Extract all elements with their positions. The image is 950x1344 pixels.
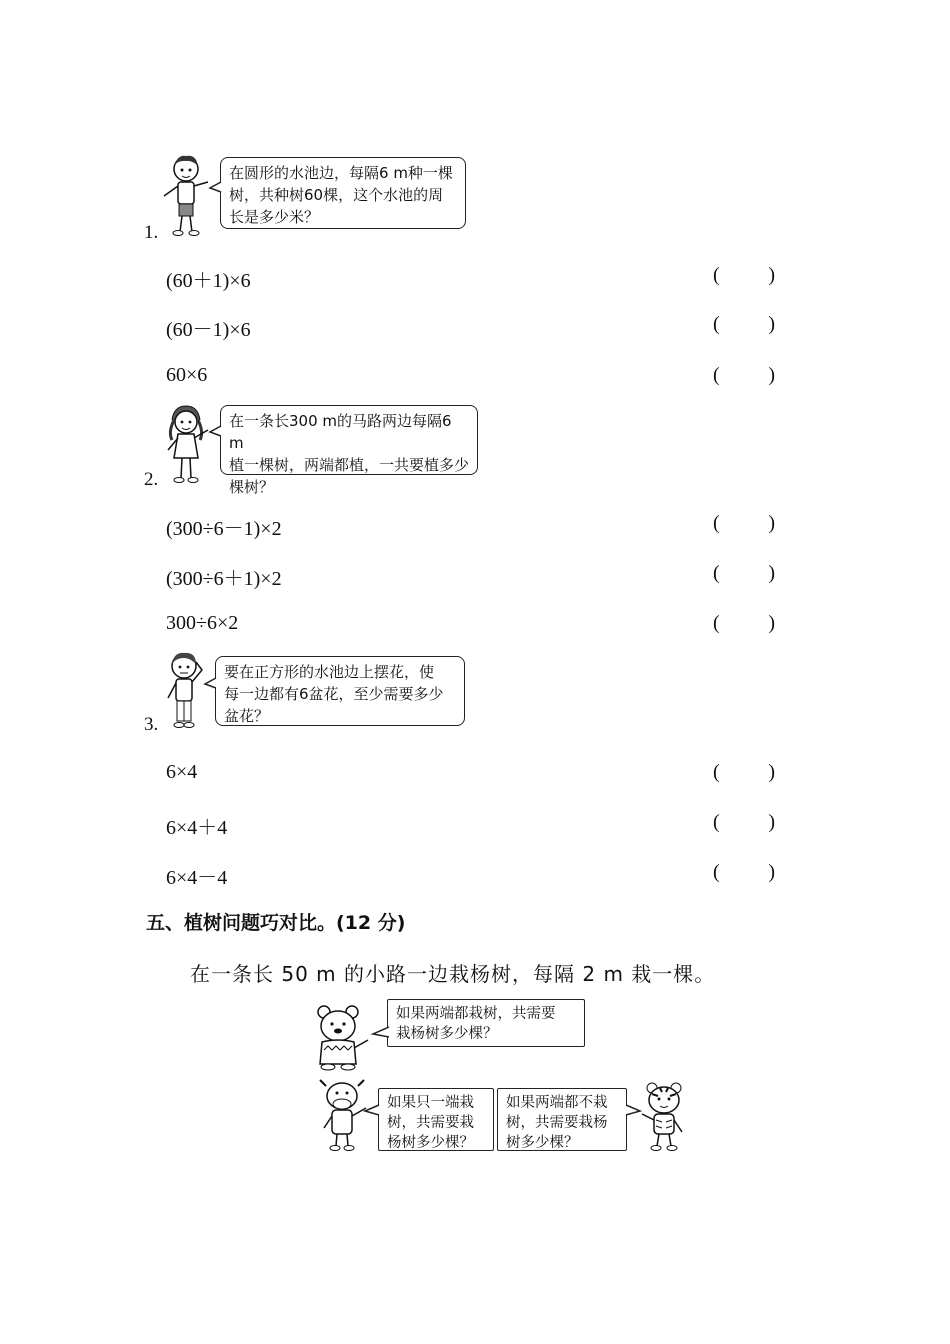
tiger-character-icon — [638, 1080, 690, 1152]
bubble-line: 树，共需要栽 — [387, 1115, 474, 1131]
bubble-line: 树，共种树60棵，这个水池的周 — [229, 186, 444, 204]
option-expression: 60×6 — [166, 364, 208, 386]
bubble-line: 每一边都有6盆花，至少需要多少 — [224, 685, 444, 703]
bubble-tail — [364, 1104, 380, 1118]
option-expression: (300÷6＋1)×2 — [166, 568, 282, 590]
answer-blank[interactable] — [713, 761, 775, 784]
answer-blank[interactable] — [713, 612, 775, 635]
bubble-line: 树多少棵？ — [506, 1135, 579, 1151]
girl-character-icon — [158, 404, 212, 486]
bubble-line: 如果只一端栽 — [387, 1095, 474, 1111]
bubble-line: 树，共需要栽杨 — [506, 1115, 608, 1131]
section-intro: 在一条长 50 m 的小路一边栽杨树，每隔 2 m 栽一棵。 — [190, 962, 716, 986]
paren-open: ( — [713, 562, 720, 584]
bubble-line: 盆花？ — [224, 707, 270, 725]
option-expression: (60＋1)×6 — [166, 270, 251, 292]
thinking-boy-character-icon — [158, 650, 212, 734]
bubble-line: 栽杨树多少棵？ — [396, 1026, 498, 1042]
answer-blank[interactable] — [713, 811, 775, 834]
question-number: 1. — [144, 222, 159, 243]
paren-open: ( — [713, 264, 720, 286]
bubble-tail — [208, 180, 222, 194]
paren-open: ( — [713, 811, 720, 833]
paren-open: ( — [713, 612, 720, 634]
option-expression: 6×4 — [166, 761, 198, 783]
answer-blank[interactable] — [713, 512, 775, 535]
paren-close: ) — [768, 313, 775, 335]
option-expression: 6×4＋4 — [166, 817, 228, 839]
speech-bubble — [220, 157, 466, 229]
bubble-tail — [208, 424, 222, 438]
option-expression: (300÷6－1)×2 — [166, 518, 282, 540]
paren-open: ( — [713, 861, 720, 883]
paren-close: ) — [768, 811, 775, 833]
paren-close: ) — [768, 512, 775, 534]
section-heading: 五、植树问题巧对比。(12 分) — [146, 912, 406, 934]
paren-open: ( — [713, 364, 720, 386]
answer-blank[interactable] — [713, 313, 775, 336]
paren-close: ) — [768, 612, 775, 634]
bubble-line: 如果两端都栽树，共需要 — [396, 1006, 556, 1022]
bear-character-icon — [306, 1004, 374, 1072]
paren-close: ) — [768, 861, 775, 883]
question-number: 2. — [144, 469, 159, 490]
answer-blank[interactable] — [713, 364, 775, 387]
speech-bubble — [378, 1088, 494, 1151]
bubble-line: 在一条长300 m的马路两边每隔6 m — [229, 412, 452, 452]
bubble-tail — [372, 1026, 390, 1040]
bubble-line: 在圆形的水池边，每隔6 m种一棵 — [229, 164, 453, 182]
paren-open: ( — [713, 761, 720, 783]
option-expression: 6×4－4 — [166, 867, 228, 889]
speech-bubble — [220, 405, 478, 496]
paren-close: ) — [768, 562, 775, 584]
answer-blank[interactable] — [713, 562, 775, 585]
question-number: 3. — [144, 714, 159, 735]
paren-open: ( — [713, 512, 720, 534]
option-expression: 300÷6×2 — [166, 612, 239, 634]
paren-close: ) — [768, 364, 775, 386]
boy-character-icon — [158, 152, 214, 238]
bubble-tail — [203, 676, 217, 690]
bubble-line: 杨树多少棵？ — [387, 1135, 474, 1151]
bubble-line: 棵树？ — [229, 478, 275, 496]
bubble-line: 如果两端都不栽 — [506, 1095, 608, 1111]
bubble-line: 要在正方形的水池边上摆花，使 — [224, 663, 435, 681]
answer-blank[interactable] — [713, 264, 775, 287]
option-expression: (60－1)×6 — [166, 319, 251, 341]
bubble-line: 植一棵树，两端都植，一共要植多少 — [229, 456, 470, 474]
bubble-line: 长是多少米？ — [229, 208, 320, 226]
speech-bubble — [497, 1088, 627, 1151]
speech-bubble — [387, 999, 585, 1047]
paren-close: ) — [768, 264, 775, 286]
paren-close: ) — [768, 761, 775, 783]
speech-bubble — [215, 656, 465, 726]
answer-blank[interactable] — [713, 861, 775, 884]
paren-open: ( — [713, 313, 720, 335]
